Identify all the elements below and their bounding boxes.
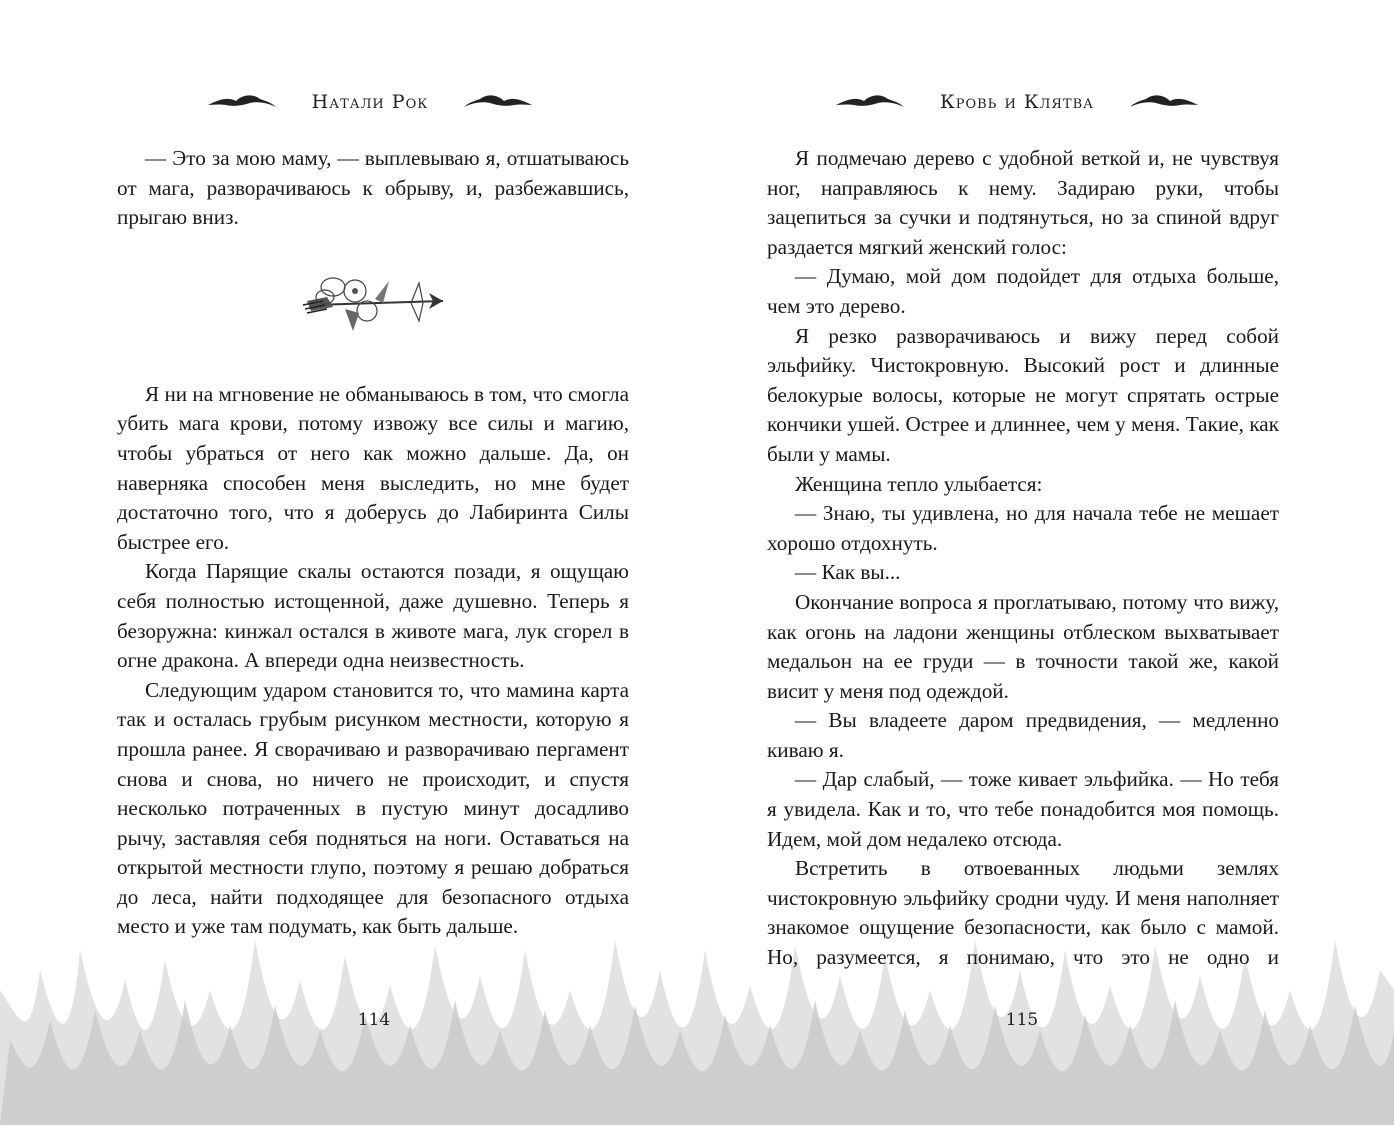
paragraph: Женщина тепло улыбается:	[795, 471, 1043, 496]
running-header-book-title	[817, 86, 1217, 118]
header-title: Натали Рок	[311, 91, 429, 113]
paragraph: — Это за мою маму, — выплевываю я, отшатываюсь от мага, разворачиваюсь к обрыву, и, разбежавшись, прыгаю вниз.	[117, 146, 629, 230]
paragraph: Я резко разворачиваюсь и вижу перед собой эльфийку. Чистокровную. Высокий рост и длинные белокурые волосы, которые не могут спрятать острые кончики ушей. Острее и длиннее, чем у меня. Такие, как были у мамы.	[767, 323, 1279, 466]
swash-ornament-icon	[462, 91, 534, 113]
swash-ornament-icon	[834, 91, 906, 113]
swash-ornament-icon	[206, 91, 278, 113]
left-page-body	[117, 144, 629, 942]
paragraph: Я ни на мгновение не обманываюсь в том, что смогла убить мага крови, потому извожу все силы и магию, чтобы убраться от него как можно дальше. Да, он наверняка способен меня выследить, но мне будет достаточно того, что я доберусь до Лабиринта Силы быстрее его.	[117, 381, 629, 554]
paragraph: — Вы владеете даром предвидения, — медленно киваю я.	[767, 708, 1279, 762]
right-page	[697, 0, 1394, 1125]
page-number: 115	[1005, 1010, 1039, 1030]
page-number: 114	[357, 1010, 391, 1030]
paragraph: Я подмечаю дерево с удобной веткой и, не чувствуя ног, направляюсь к нему. Задираю руки, чтобы зацепиться за сучки и подтянуться, но за спиной вдруг раздается мягкий женский голос:	[767, 146, 1279, 259]
paragraph: Окончание вопроса я проглатываю, потому что вижу, как огонь на ладони женщины отблеском выхватывает медальон на ее груди — в точности такой же, какой висит у меня под одеждой.	[767, 589, 1279, 703]
paragraph: — Думаю, мой дом подойдет для отдыха больше, чем это дерево.	[767, 264, 1279, 318]
paragraph: — Дар слабый, — тоже кивает эльфийка. — Но тебя я увидела. Как и то, что тебе понадобится моя помощь. Идем, мой дом недалеко отсюда.	[767, 767, 1279, 851]
swash-ornament-icon	[1128, 91, 1200, 113]
running-header-author	[200, 86, 540, 118]
paragraph: — Как вы...	[795, 560, 901, 585]
paragraph: Когда Парящие скалы остаются позади, я ощущаю себя полностью истощенной, даже душевно. Теперь я безоружна: кинжал остался в животе мага, лук сгорел в огне дракона. А впереди одна неизвестность.	[117, 559, 629, 673]
right-page-body	[767, 144, 1279, 973]
paragraph: Следующим ударом становится то, что мамина карта так и осталась грубым рисунком местности, которую я прошла ранее. Я сворачиваю и разворачиваю пергамент снова и снова, но ничего не происходит, и спустя несколько потраченных в пустую минут досадливо рычу, заставляя себя подняться на ноги. Оставаться на открытой местности глупо, поэтому я решаю добраться до леса, найти подходящее для безопасного отдыха место и уже там подумать, как быть дальше.	[117, 677, 629, 939]
section-break-ornament	[117, 257, 629, 345]
header-title: Кровь и Клятва	[940, 91, 1094, 113]
paragraph: — Знаю, ты удивлена, но для начала тебе не мешает хорошо отдохнуть.	[767, 501, 1279, 555]
arrow-with-flowers-icon	[293, 261, 453, 341]
paragraph: Встретить в отвоеванных людьми землях чистокровную эльфийку сродни чуду. И меня наполняет знакомое ощущение безопасности, как было с мамой. Но, разумеется, я понимаю, что это не одно и	[767, 856, 1279, 970]
